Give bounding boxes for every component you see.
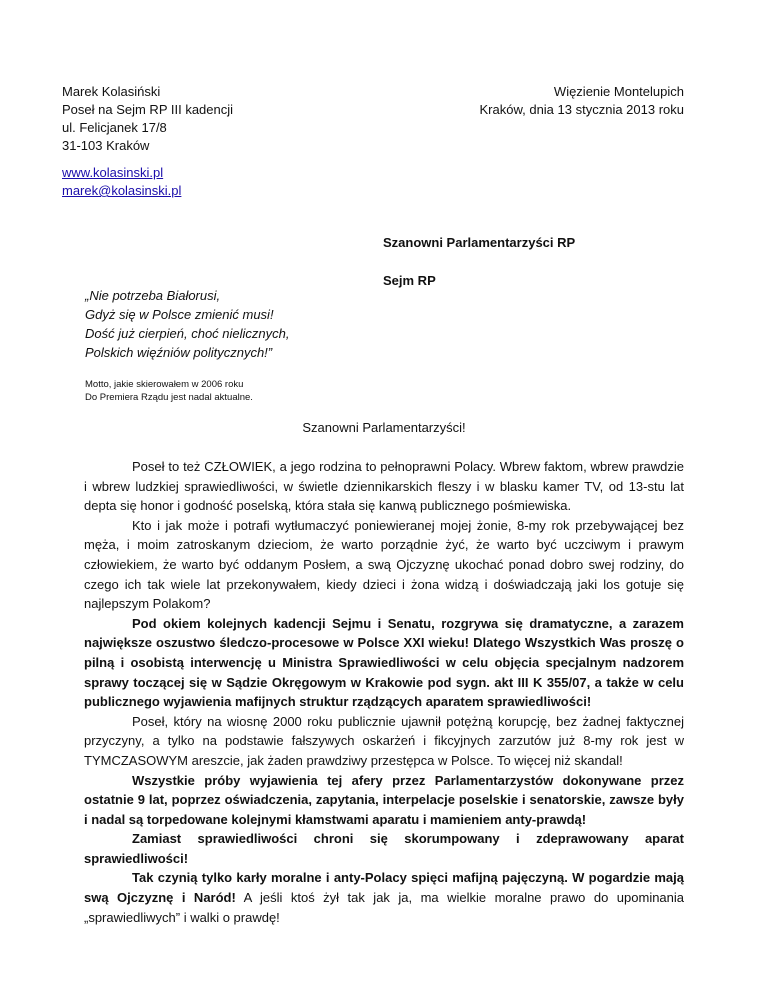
body-paragraph-3: Pod okiem kolejnych kadencji Sejmu i Senatu, rozgrywa się dramatyczne, a zarazem największe oszustwo śledczo-procesowe w Polsce XXI wieku! Dlatego Wszystkich Was proszę o pilną i osobistą interwencję u Ministra Sprawiedliwości w celu objęcia specjalnym nadzorem sprawy toczącej się w Sądzie Okręgowym w Krakowie pod sygn. akt III K 355/07, a także w celu publicznego wyjawienia mafijnych struktur rządzących aparatem sprawiedliwości! <box>84 615 684 710</box>
sender-block <box>62 83 233 155</box>
recipient-line-1 <box>383 234 575 252</box>
body-paragraph-6-end: sprawiedliwości! <box>84 850 189 866</box>
recipient-name: Szanowni Parlamentarzyści RP <box>383 235 576 250</box>
motto-line: „Nie potrzeba Białorusi, <box>85 288 221 303</box>
motto-note <box>85 378 253 404</box>
sender-name: Marek Kolasiński <box>62 84 161 99</box>
motto-line: Dość już cierpień, choć nielicznych, <box>85 326 290 341</box>
sender-street: ul. Felicjanek 17/8 <box>62 120 167 135</box>
salutation <box>0 419 768 437</box>
motto-note-line: Motto, jakie skierowałem w 2006 roku <box>85 379 244 390</box>
body-paragraph-7 <box>84 868 684 927</box>
body-paragraph-6-line-1 <box>84 829 684 849</box>
p6-word: aparat <box>644 831 684 847</box>
motto-line: Polskich więźniów politycznych!” <box>85 345 273 360</box>
body-paragraph-4: Poseł, który na wiosnę 2000 roku publicznie ujawnił potężną korupcję, bez żadnej faktycznej przyczyny, a tylko na podstawie fałszywych oskarżeń i fikcyjnych zarzutów już 8-my rok jest w TYMCZASOWYM areszcie, jak żaden prawdziwy przestępca w Polsce. To więcej niż skandal! <box>84 713 684 768</box>
website-link[interactable]: www.kolasinski.pl <box>62 165 164 180</box>
p7-bold-part: Tak czynią tylko karły moralne i anty-Polacy spięci mafijną pajęczyną. W pogardzie mają swą Ojczyznę i Naród! <box>84 870 684 906</box>
letter-place: Więzienie Montelupich <box>553 84 684 99</box>
sender-title: Poseł na Sejm RP III kadencji <box>62 102 234 117</box>
p7-regular-part: A jeśli ktoś żył tak jak ja, ma wielkie moralne prawo do upominania „sprawiedliwych” i walki o prawdę! <box>84 890 685 925</box>
body-paragraph-5: Wszystkie próby wyjawienia tej afery przez Parlamentarzystów dokonywane przez ostatnie 9 lat, poprzez oświadczenia, zapytania, interpelacje poselskie i senatorskie, zawsze były i nadal są torpedowane kolejnymi kłamstwami aparatu i mamieniem anty-prawdą! <box>84 772 684 827</box>
recipient-institution: Sejm RP <box>383 273 436 288</box>
p6-word: Zamiast <box>132 831 182 847</box>
recipient-line-2 <box>383 272 436 290</box>
sender-city: 31-103 Kraków <box>62 138 150 153</box>
body-paragraph-1: Poseł to też CZŁOWIEK, a jego rodzina to pełnoprawni Polacy. Wbrew faktom, wbrew prawdzie i wbrew ludzkiej sprawiedliwości, w świetle dziennikarskich fleszy i w blasku kamer TV, od 13-stu lat depta się honor i godność poselską, która stała się kanwą publicznego pośmiewiska. <box>84 459 684 514</box>
letter-body <box>84 457 684 927</box>
contact-links <box>62 164 181 200</box>
motto-verse <box>85 286 289 362</box>
p6-word: i <box>516 831 520 847</box>
place-date-block <box>479 83 684 119</box>
salutation-text: Szanowni Parlamentarzyści! <box>302 420 466 435</box>
motto-line: Gdyż się w Polsce zmienić musi! <box>85 307 274 322</box>
motto-note-line: Do Premiera Rządu jest nadal aktualne. <box>85 392 253 403</box>
p6-word: zdeprawowany <box>536 831 629 847</box>
p6-word: sprawiedliwości <box>197 831 298 847</box>
email-link[interactable]: marek@kolasinski.pl <box>62 183 182 198</box>
p6-word: chroni <box>313 831 354 847</box>
p6-word: skorumpowany <box>404 831 500 847</box>
letter-date: Kraków, dnia 13 stycznia 2013 roku <box>479 102 684 117</box>
p6-word: się <box>369 831 388 847</box>
body-paragraph-2: Kto i jak może i potrafi wytłumaczyć poniewieranej mojej żonie, 8-my rok przebywającej bez męża, i moim zatroskanym dzieciom, że warto porządnie żyć, że warto być uczciwym i prawym człowiekiem, że warto być oddanym Posłem, a swą Ojczyznę ukochać ponad dobro swej rodziny, do czego ich tak wiele lat przekonywałem, kiedy dzieci i żona widzą i doświadczają jaki los gotuje się najlepszym Polakom? <box>84 517 684 612</box>
